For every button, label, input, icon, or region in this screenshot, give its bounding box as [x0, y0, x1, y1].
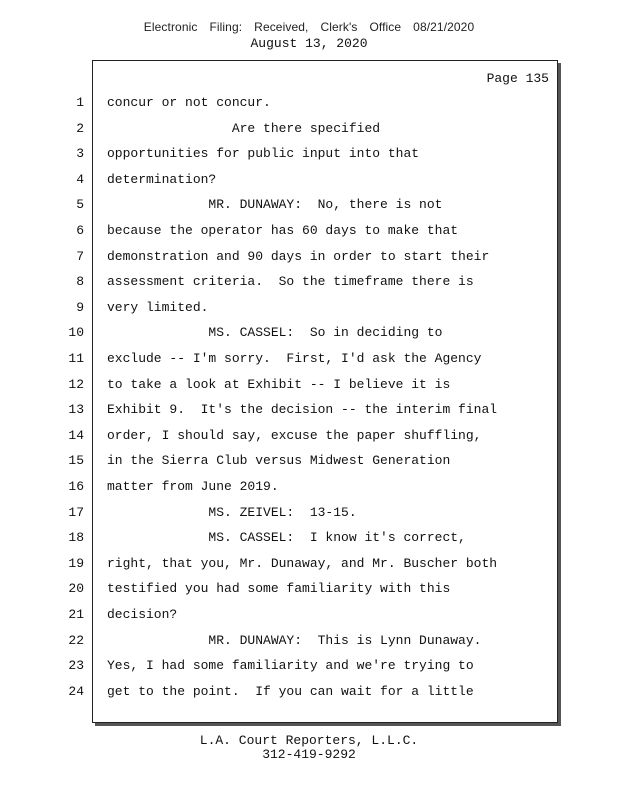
- line-number: 4: [76, 171, 84, 187]
- line-text: MS. CASSEL: So in deciding to: [107, 325, 443, 341]
- filing-stamp: [0, 20, 618, 34]
- line-text: right, that you, Mr. Dunaway, and Mr. Buscher both: [107, 555, 498, 571]
- stamp-office: Office: [369, 20, 402, 34]
- stamp-received: Received,: [254, 20, 309, 34]
- line-number: 17: [68, 504, 84, 520]
- line-number: 13: [68, 402, 84, 418]
- line-text: determination?: [107, 171, 217, 187]
- line-text: assessment criteria. So the timeframe there is: [107, 274, 474, 290]
- page-number: Page 135: [486, 71, 549, 86]
- line-number: 1: [76, 95, 84, 110]
- stamp-date: 08/21/2020: [413, 20, 475, 34]
- reporter-company: L.A. Court Reporters, L.L.C.: [199, 733, 419, 748]
- line-text: get to the point. If you can wait for a little: [107, 683, 474, 699]
- line-text: because the operator has 60 days to make that: [107, 223, 459, 238]
- reporter-phone: 312-419-9292: [262, 747, 356, 762]
- stamp-clerks: Clerk's: [320, 20, 358, 34]
- line-number: 23: [68, 658, 84, 674]
- line-number: 3: [76, 146, 84, 162]
- line-text: MS. ZEIVEL: 13-15.: [107, 504, 357, 520]
- line-text: exclude -- I'm sorry. First, I'd ask the Agency: [107, 351, 482, 366]
- line-text: decision?: [107, 607, 178, 622]
- line-text: testified you had some familiarity with this: [107, 581, 451, 597]
- line-number: 15: [68, 453, 84, 469]
- line-text: very limited.: [107, 299, 209, 315]
- line-number: 2: [76, 120, 84, 136]
- line-text: to take a look at Exhibit -- I believe it is: [107, 376, 451, 392]
- line-number: 8: [76, 274, 84, 290]
- line-number: 24: [68, 683, 84, 699]
- line-text: matter from June 2019.: [107, 479, 279, 494]
- line-number: 5: [76, 197, 84, 213]
- line-number: 7: [76, 248, 84, 264]
- stamp-filing: Filing:: [209, 20, 243, 34]
- line-text: Are there specified: [107, 120, 381, 136]
- line-text: MR. DUNAWAY: This is Lynn Dunaway.: [107, 632, 482, 648]
- line-number: 20: [68, 581, 84, 597]
- line-number: 12: [68, 376, 84, 392]
- line-number: 14: [68, 427, 84, 443]
- line-text: concur or not concur.: [107, 95, 271, 110]
- line-number: 16: [68, 479, 84, 494]
- line-number: 18: [68, 530, 84, 546]
- header-date: August 13, 2020: [250, 36, 368, 51]
- line-text: in the Sierra Club versus Midwest Generation: [107, 453, 451, 469]
- line-text: order, I should say, excuse the paper shuffling,: [107, 427, 482, 443]
- stamp-electronic: Electronic: [143, 20, 198, 34]
- line-number: 6: [76, 223, 84, 238]
- line-number: 11: [68, 351, 84, 366]
- line-text: MS. CASSEL: I know it's correct,: [107, 530, 466, 546]
- line-text: MR. DUNAWAY: No, there is not: [107, 197, 443, 213]
- line-text: Exhibit 9. It's the decision -- the interim final: [107, 402, 498, 418]
- line-text: Yes, I had some familiarity and we're trying to: [107, 658, 474, 674]
- line-text: demonstration and 90 days in order to start their: [107, 248, 490, 264]
- line-number: 9: [76, 299, 84, 315]
- line-number: 22: [68, 632, 84, 648]
- line-number: 10: [68, 325, 84, 341]
- line-text: opportunities for public input into that: [107, 146, 420, 162]
- line-number: 21: [68, 607, 84, 622]
- line-number: 19: [68, 555, 84, 571]
